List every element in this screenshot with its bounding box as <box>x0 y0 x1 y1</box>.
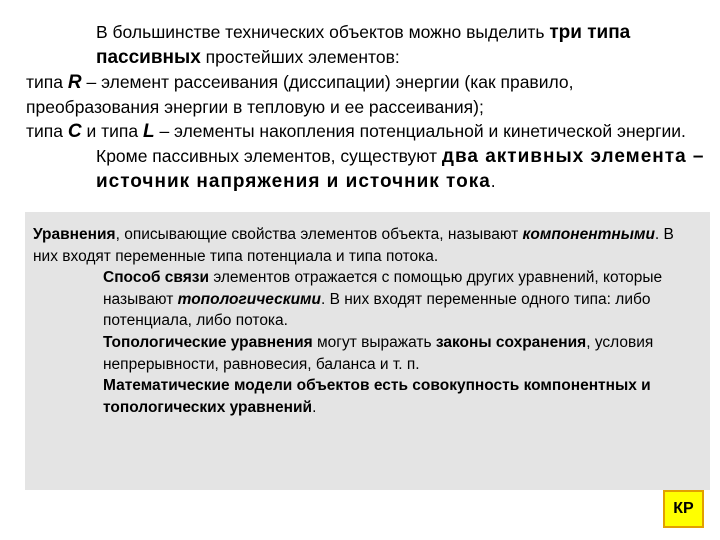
text-span: . <box>312 398 317 416</box>
text-span: элементов отражается с помощью других уравнений, которые называют <box>103 269 663 308</box>
text-span: . В них входят переменные типа потенциала и типа потока. <box>33 226 674 265</box>
symbol-c: C <box>67 121 82 142</box>
text-span: типа <box>26 121 68 141</box>
term-component: компонентными <box>522 226 655 243</box>
equations-paragraph-models <box>33 375 683 418</box>
equations-paragraph-topological <box>33 267 683 332</box>
term-connection-method: Способ связи <box>103 269 210 287</box>
term-math-models: Математические модели объектов есть совокупность компонентных и топологических уравнений <box>103 377 651 416</box>
text-span: типа <box>26 72 68 92</box>
kp-nav-button[interactable]: КР <box>663 490 704 528</box>
intro-text <box>26 20 706 194</box>
text-span: и типа <box>81 121 143 141</box>
intro-paragraph-type-r <box>26 70 706 119</box>
text-span: – элементы накопления потенциальной и кинетической энергии. <box>154 121 686 141</box>
text-span: простейших элементов: <box>200 47 400 67</box>
text-span: Кроме пассивных элементов, существуют <box>96 146 442 166</box>
intro-paragraph-type-cl <box>26 119 706 144</box>
symbol-l: L <box>142 121 155 142</box>
text-span: – элемент рассеивания (диссипации) энергии (как правило, преобразования энергии в тепловую и ее рассеивания); <box>26 72 574 117</box>
term-topological-equations: Топологические уравнения <box>103 333 313 351</box>
text-span: В большинстве технических объектов можно выделить <box>96 22 550 42</box>
emphasis-active-elements: два активных элемента – источник напряжения и источник тока <box>96 146 705 192</box>
text-span: , описывающие свойства элементов объекта, называют <box>115 226 523 243</box>
emphasis-three-passive-types: три типа пассивных <box>96 22 631 68</box>
text-span: . <box>490 171 496 191</box>
intro-paragraph-1 <box>26 20 706 70</box>
intro-paragraph-active <box>26 144 706 194</box>
equations-paragraph-component <box>33 224 683 267</box>
term-topological: топологическими <box>177 290 321 308</box>
equations-text <box>33 224 683 418</box>
equations-paragraph-laws <box>33 332 683 375</box>
term-equations: Уравнения <box>33 226 116 243</box>
term-conservation-laws: законы сохранения <box>435 333 587 351</box>
text-span: , условия непрерывности, равновесия, баланса и т. п. <box>103 333 654 373</box>
symbol-r: R <box>67 72 82 93</box>
text-span: могут выражать <box>312 333 436 351</box>
text-span: . В них входят переменные одного типа: либо потенциала, либо потока. <box>103 290 651 330</box>
